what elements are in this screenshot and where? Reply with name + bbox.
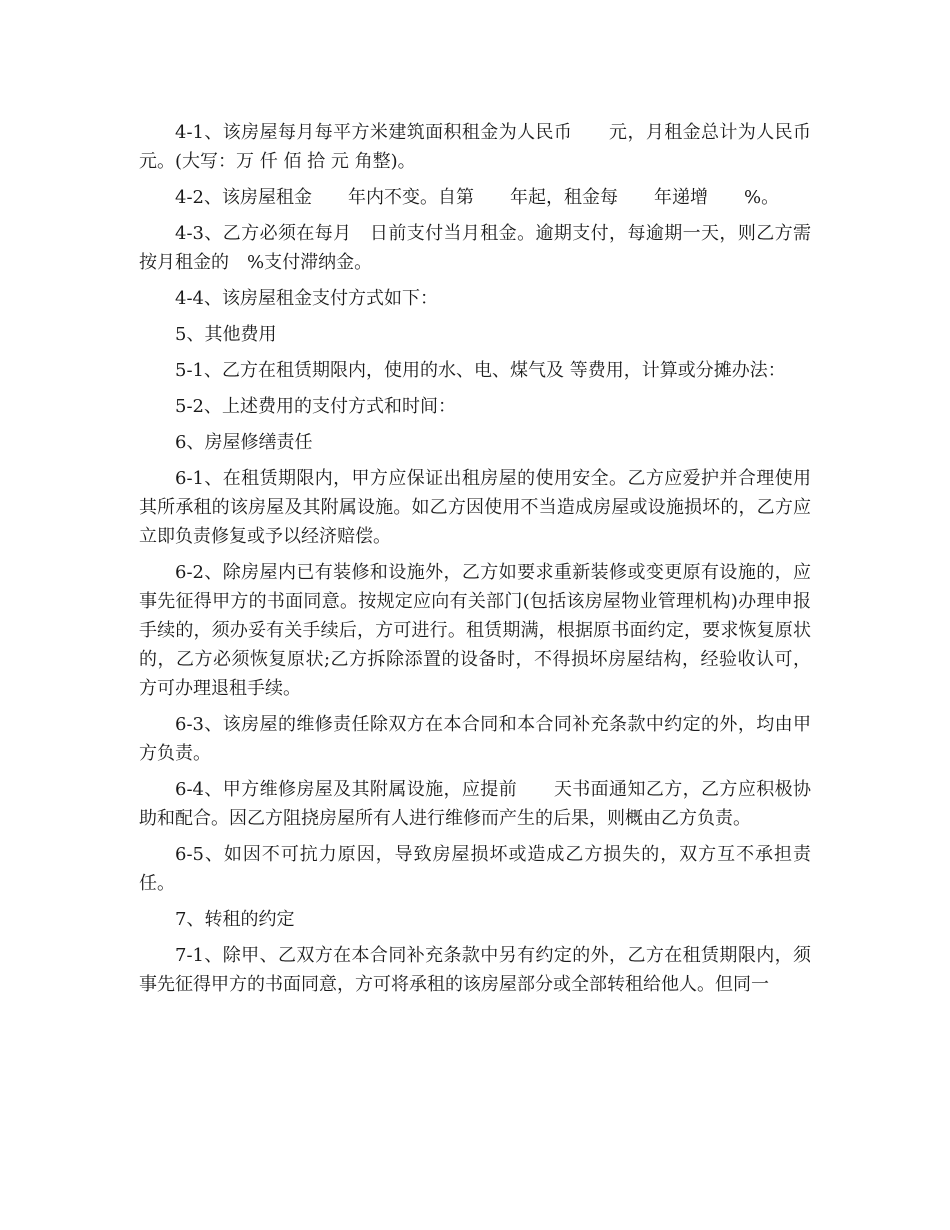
section-heading-6: 6、房屋修缮责任 xyxy=(175,432,313,453)
clause-6-4: 6-4、甲方维修房屋及其附属设施，应提前 天书面通知乙方，乙方应积极协助和配合。因乙方阻挠房屋所有人进行维修而产生的后果，则概由乙方负责。 xyxy=(139,779,811,829)
clause-6-3: 6-3、该房屋的维修责任除双方在本合同和本合同补充条款中约定的外，均由甲方负责。 xyxy=(139,714,811,764)
section-heading-7: 7、转租的约定 xyxy=(175,909,295,930)
clause-7-1: 7-1、除甲、乙双方在本合同补充条款中另有约定的外，乙方在租赁期限内，须事先征得甲方的书面同意，方可将承租的该房屋部分或全部转租给他人。但同一 xyxy=(139,945,811,995)
clause-5-2: 5-2、上述费用的支付方式和时间： xyxy=(175,396,456,417)
clause-4-1: 4-1、该房屋每月每平方米建筑面积租金为人民币 元，月租金总计为人民币 元。(大写：万 仟 佰 拾 元 角整)。 xyxy=(139,122,829,172)
clause-4-3: 4-3、乙方必须在每月 日前支付当月租金。逾期支付，每逾期一天，则乙方需按月租金的 %支付滞纳金。 xyxy=(139,223,811,273)
clause-4-4: 4-4、该房屋租金支付方式如下： xyxy=(175,288,438,309)
section-heading-5: 5、其他费用 xyxy=(175,324,277,345)
clause-6-2: 6-2、除房屋内已有装修和设施外，乙方如要求重新装修或变更原有设施的，应事先征得甲方的书面同意。按规定应向有关部门(包括该房屋物业管理机构)办理申报手续的，须办妥有关手续后，方可进行。租赁期满，根据原书面约定，要求恢复原状的，乙方必须恢复原状;乙方拆除添置的设备时，不得损坏房屋结构，经验收认可，方可办理退租手续。 xyxy=(139,562,811,699)
clause-5-1: 5-1、乙方在租赁期限内，使用的水、电、煤气及 等费用，计算或分摊办法： xyxy=(175,360,786,381)
clause-6-5: 6-5、如因不可抗力原因，导致房屋损坏或造成乙方损失的，双方互不承担责任。 xyxy=(139,844,811,894)
clause-4-2: 4-2、该房屋租金 年内不变。自第 年起，租金每 年递增 %。 xyxy=(175,187,780,208)
document-body xyxy=(139,118,829,1006)
clause-6-1: 6-1、在租赁期限内，甲方应保证出租房屋的使用安全。乙方应爱护并合理使用其所承租的该房屋及其附属设施。如乙方因使用不当造成房屋或设施损坏的，乙方应立即负责修复或予以经济赔偿。 xyxy=(139,468,811,547)
